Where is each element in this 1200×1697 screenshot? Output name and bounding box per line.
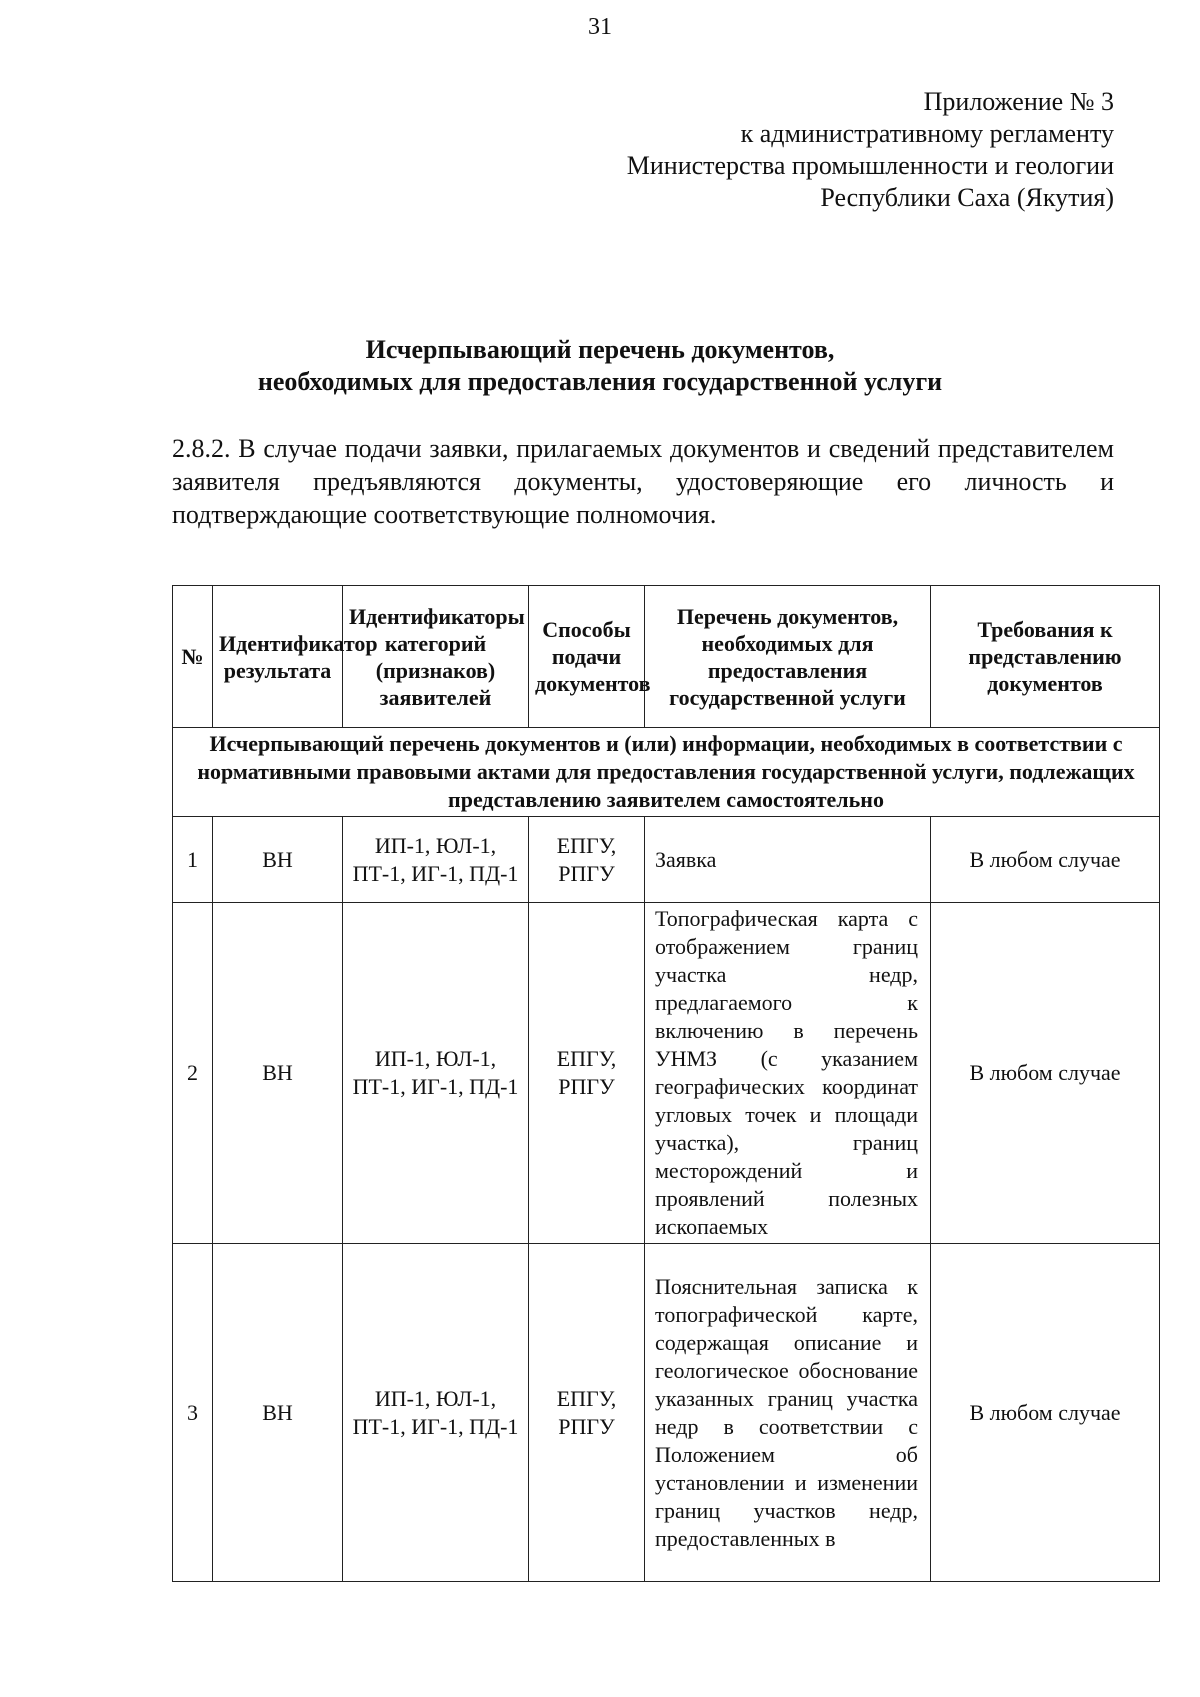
document-title — [0, 334, 1200, 398]
result-id-cell: ВН — [213, 817, 343, 903]
categories-cell: ИП-1, ЮЛ-1, ПТ-1, ИГ-1, ПД-1 — [343, 903, 529, 1244]
section-row — [173, 728, 1160, 817]
appendix-line-4: Республики Саха (Якутия) — [820, 183, 1114, 212]
header-documents: Перечень документов, необходимых для предоставления государственной услуги — [645, 586, 931, 728]
documents-table — [172, 585, 1160, 1582]
section-title: Исчерпывающий перечень документов и (или) информации, необходимых в соответствии с нормативными правовыми актами для предоставления государственной услуги, подлежащих представлению заявителем самостоятельно — [173, 728, 1160, 817]
appendix-line-2: к административному регламенту — [740, 119, 1114, 148]
methods-cell: ЕПГУ, РПГУ — [529, 903, 645, 1244]
paragraph-2-8-2: 2.8.2. В случае подачи заявки, прилагаемых документов и сведений представителем заявителя предъявляются документы, удостоверяющие его личность и подтверждающие соответствующие полномочия. — [172, 434, 1114, 529]
header-methods: Способы подачи документов — [529, 586, 645, 728]
requirements-cell: В любом случае — [931, 903, 1160, 1244]
categories-cell: ИП-1, ЮЛ-1, ПТ-1, ИГ-1, ПД-1 — [343, 817, 529, 903]
documents-cell: Пояснительная записка к топографической карте, содержащая описание и геологическое обоснование указанных границ участка недр в соответствии с Положением об установлении и изменении границ участков недр, предоставленных в — [645, 1244, 931, 1582]
result-id-cell: ВН — [213, 903, 343, 1244]
page-number: 31 — [588, 14, 612, 40]
requirements-cell: В любом случае — [931, 1244, 1160, 1582]
requirements-cell: В любом случае — [931, 817, 1160, 903]
document-title-line-1: Исчерпывающий перечень документов, — [365, 335, 835, 364]
appendix-line-3: Министерства промышленности и геологии — [626, 151, 1114, 180]
header-requirements: Требования к представлению документов — [931, 586, 1160, 728]
row-number: 3 — [173, 1244, 213, 1582]
result-id-cell: ВН — [213, 1244, 343, 1582]
table-row — [173, 817, 1160, 903]
header-result-id: Идентификатор результата — [213, 586, 343, 728]
header-categories: Идентификаторы категорий (признаков) заявителей — [343, 586, 529, 728]
categories-cell: ИП-1, ЮЛ-1, ПТ-1, ИГ-1, ПД-1 — [343, 1244, 529, 1582]
documents-cell: Заявка — [645, 817, 931, 903]
documents-cell: Топографическая карта с отображением границ участка недр, предлагаемого к включению в перечень УНМЗ (с указанием географических координат угловых точек и площади участка), границ месторождений и проявлений полезных ископаемых — [645, 903, 931, 1244]
table-row — [173, 1244, 1160, 1582]
appendix-header — [627, 86, 1114, 214]
appendix-line-1: Приложение № 3 — [923, 87, 1114, 116]
header-number: № — [173, 586, 213, 728]
row-number: 1 — [173, 817, 213, 903]
row-number: 2 — [173, 903, 213, 1244]
methods-cell: ЕПГУ, РПГУ — [529, 817, 645, 903]
methods-cell: ЕПГУ, РПГУ — [529, 1244, 645, 1582]
table-row — [173, 903, 1160, 1244]
table-header-row — [173, 586, 1160, 728]
document-title-line-2: необходимых для предоставления государственной услуги — [257, 367, 943, 396]
